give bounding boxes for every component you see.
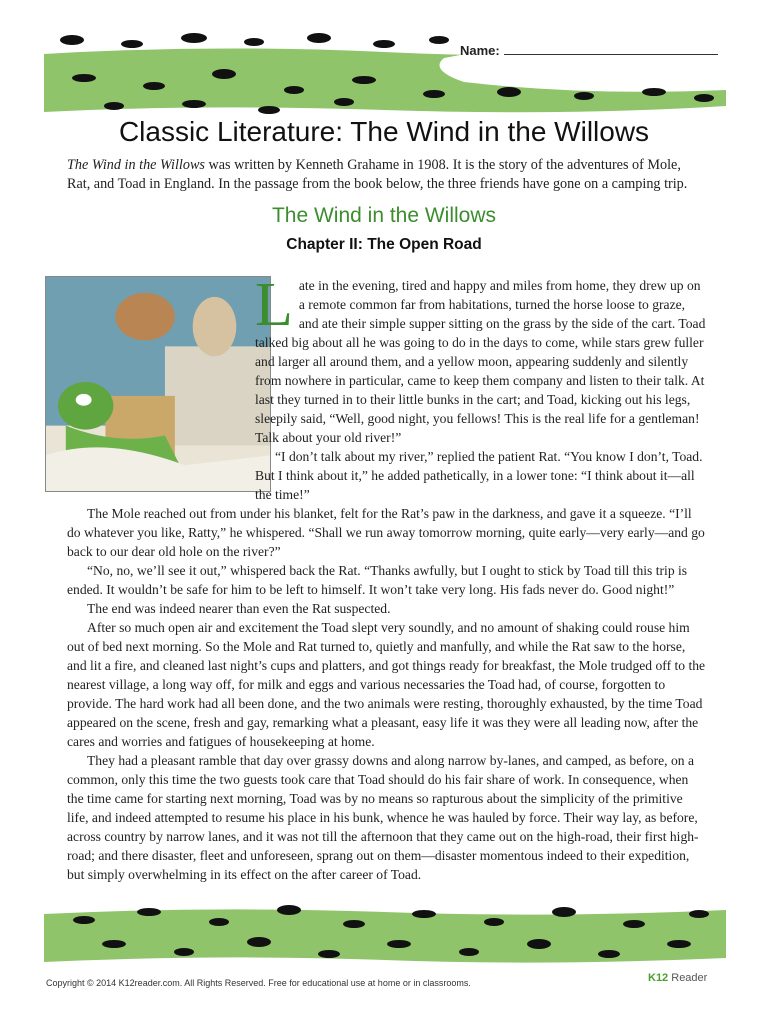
k12reader-logo <box>648 972 707 984</box>
intro-text: was written by Kenneth Grahame in 1908. It is the story of the adventures of Mole, Rat, and Toad in England. In the passage from the book below, the three friends have gone on a camping trip. <box>67 157 688 192</box>
logo-reader: Reader <box>671 972 708 984</box>
bottom-grass-banner <box>44 898 726 970</box>
logo-k12: K12 <box>648 972 669 984</box>
story-paragraph-3: The Mole reached out from under his blanket, felt for the Rat’s paw in the darkness, and gave it a squeeze. “I’ll do whatever you like, Ratty,” he whispered. “Shall we run away tomorrow morning, quite early—very early—and go back to our dear old hole on the river?” <box>67 506 705 559</box>
story-title: The Wind in the Willows <box>271 204 497 227</box>
story-paragraph-5: The end was indeed nearer than even the Rat suspected. <box>87 601 391 616</box>
intro-paragraph <box>67 156 707 194</box>
intro-book-title: The Wind in the Willows <box>67 157 205 173</box>
drop-cap: L <box>255 271 293 339</box>
story-text <box>67 271 707 884</box>
story-paragraph-2: “I don’t talk about my river,” replied the patient Rat. “You know I don’t, Toad. But I think about it,” he added pathetically, in a lower tone: “I think about it—all the time!” <box>255 449 703 502</box>
story-paragraph-7: They had a pleasant ramble that day over grassy downs and along narrow by-lanes, and camped, as before, on a common, only this time the two guests took care that Toad should do his fair share of work. In consequence, when the time came for starting next morning, Toad was by no means so rapturous about the simplicity of the primitive life, and indeed attempted to resume his place in his bunk, whence he was hauled by force. Their way lay, as before, across country by narrow lanes, and it was not till the afternoon that they came out on the high-road, their first high-road; and there disaster, fleet and unforeseen, sprang out on them—disaster momentous indeed to their expedition, but simply overwhelming in its effect on the after career of Toad. <box>67 753 699 882</box>
name-field[interactable] <box>460 42 718 58</box>
story-paragraph-1: Late in the evening, tired and happy and miles from home, they drew up on a remote common far from habitations, turned the horse loose to graze, and ate their simple supper sitting on the grass by the side of the cart. Toad talked big about all he was going to do in the days to come, while stars grew fuller and larger all around them, and a yellow moon, appearing suddenly and silently from nowhere in particular, came to keep them company and listen to their talk. At last they turned in to their little bunks in the cart; and Toad, kicking out his legs, sleepily said, “Well, good night, you fellows! This is the real life for a gentleman! Talk about your old river!” <box>255 271 706 445</box>
name-underline[interactable] <box>504 42 718 55</box>
story-paragraph-4: “No, no, we’ll see it out,” whispered back the Rat. “Thanks awfully, but I ought to stick by Toad till this trip is ended. It wouldn’t be safe for him to be left to himself. It won’t take very long. His fads never do. Good night!” <box>67 563 688 597</box>
copyright-footer: Copyright © 2014 K12reader.com. All Rights Reserved. Free for educational use at home or in classrooms. <box>46 978 471 988</box>
page-title: Classic Literature: The Wind in the Willows <box>118 116 650 147</box>
chapter-heading: Chapter II: The Open Road <box>286 236 482 253</box>
name-label: Name: <box>460 43 500 58</box>
story-paragraph-6: After so much open air and excitement the Toad slept very soundly, and no amount of shaking could rouse him out of bed next morning. So the Mole and Rat turned to, quietly and manfully, and while the Rat saw to the horse, and lit a fire, and cleaned last night’s cups and platters, and got things ready for breakfast, the Mole trudged off to the nearest village, a long way off, for milk and eggs and various necessaries the Toad had, of course, forgotten to provide. The hard work had all been done, and the two animals were resting, thoroughly exhausted, by the time Toad appeared on the scene, fresh and gay, remarking what a pleasant, easy life it was they were all leading now, after the cares and worries and fatigues of housekeeping at home. <box>67 620 706 749</box>
illustration-spacer <box>45 276 255 504</box>
